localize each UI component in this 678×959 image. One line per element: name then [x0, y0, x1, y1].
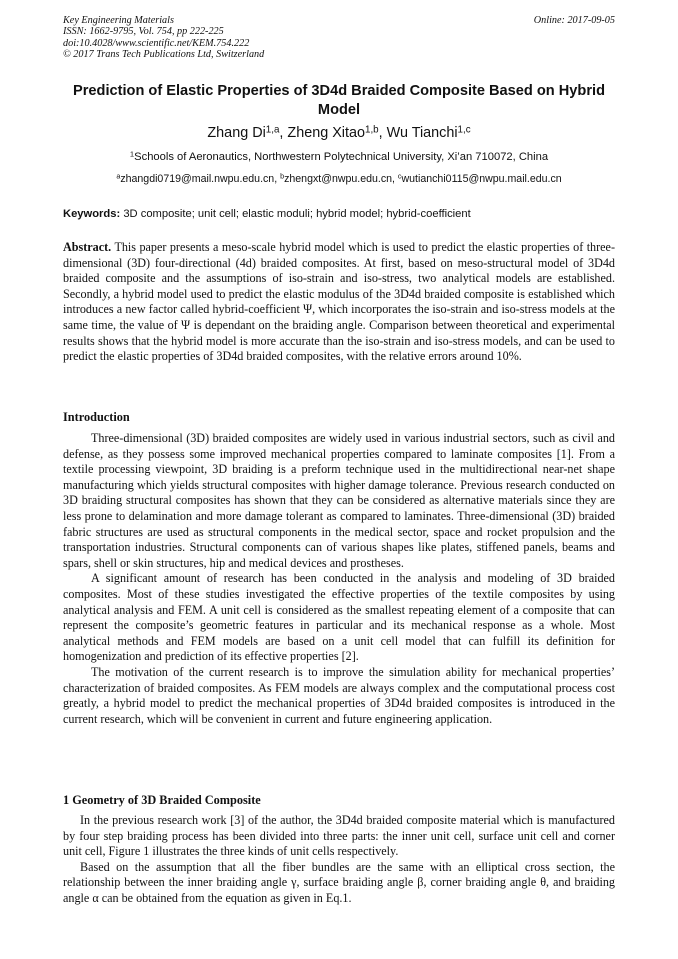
author-list — [0, 123, 678, 143]
email-address[interactable]: zhengxt@nwpu.edu.cn — [284, 173, 393, 185]
author-name: Zheng Xitao — [287, 125, 366, 141]
paragraph: The motivation of the current research is to improve the simulation ability for mechanical properties’ characterization of braided composites. As FEM models are always complex and the computational process cost greatly, a hybrid model to predict the mechanical properties of 3D4d braided composites is introduced in the current research, which will be convenient in current and future engineering application. — [63, 664, 615, 726]
email-sup: b — [280, 171, 285, 181]
affiliation-sup: 1 — [129, 149, 135, 159]
section-introduction — [63, 431, 615, 727]
journal-doi: doi:10.4028/www.scientific.net/KEM.754.222 — [63, 37, 250, 49]
journal-header — [63, 15, 264, 61]
keywords — [63, 206, 615, 222]
paragraph: In the previous research work [3] of the author, the 3D4d braided composite material which is manufactured by four step braiding process has been divided into three parts: the inner unit cell, surface unit cell and corner unit cell, Figure 1 illustrates the three kinds of unit cells respectively. — [63, 813, 615, 859]
email-separator: , — [392, 173, 398, 185]
author-separator: , — [279, 125, 288, 141]
email-address[interactable]: wutianchi0115@nwpu.mail.edu.cn — [401, 173, 562, 185]
paper-title: Prediction of Elastic Properties of 3D4d Braided Composite Based on Hybrid Model — [73, 83, 605, 118]
email-sup: a — [116, 171, 121, 181]
email-separator: , — [274, 173, 281, 185]
author-affil-sup: 1,b — [365, 124, 379, 136]
paragraph: Based on the assumption that all the fiber bundles are the same with an elliptical cross section, the relationship between the inner braiding angle γ, surface braiding angle β, corner braiding angle θ, and braiding angle α can be obtained from the equation as given in Eq.1. — [63, 859, 615, 905]
email-address[interactable]: zhangdi0719@mail.nwpu.edu.cn — [120, 173, 275, 185]
author-name: Wu Tianchi — [386, 125, 458, 141]
author-affil-sup: 1,c — [457, 124, 471, 136]
abstract-label: Abstract. — [63, 240, 112, 254]
abstract — [63, 240, 615, 365]
email-sup: c — [397, 171, 402, 181]
affiliation-text: Schools of Aeronautics, Northwestern Polytechnical University, Xi’an 710072, China — [134, 151, 549, 163]
affiliation — [0, 149, 678, 165]
journal-name: Key Engineering Materials — [63, 15, 174, 26]
journal-copyright: © 2017 Trans Tech Publications Ltd, Switzerland — [63, 49, 265, 61]
keywords-label: Keywords: — [63, 208, 121, 220]
journal-issn: ISSN: 1662-9795, Vol. 754, pp 222-225 — [63, 26, 224, 38]
email-list — [0, 171, 678, 187]
paragraph: A significant amount of research has been conducted in the analysis and modeling of 3D braided composites. Most of these studies investigated the effective properties of the textile composites by using analytical analysis and FEM. A unit cell is considered as the smallest repeating element of a composite that can represent the composite’s geometric features in particular and its mechanical response as a whole. Most analytical methods and FEM models are based on a unit cell model that can fulfill its definition for homogenization and prediction of its effective properties [2]. — [63, 571, 615, 664]
section-geometry — [63, 813, 615, 907]
author-name: Zhang Di — [207, 125, 266, 141]
abstract-text: This paper presents a meso-scale hybrid model which is used to predict the elastic properties of three-dimensional (3D) four-directional (4d) braided composites. At first, based on meso-structural model of 3D4d braided composite and the assumptions of iso-strain and iso-stress, two analytical models are established. Secondly, a hybrid model used to predict the elastic modulus of the 3D4d braided composite is established which introduces a new factor called hybrid-coefficient Ψ, which incorporates the iso-strain and iso-stress models at the same time, the value of Ψ is dependant on the braiding angle. Comparison between theoretical and experimental results shows that the hybrid model is more accurate than the iso-strain and iso-stress models, and can be used to predict the elastic properties of 3D4d braided composites, with the relative errors around 10%. — [63, 240, 615, 364]
section-heading-geometry: 1 Geometry of 3D Braided Composite — [63, 793, 261, 807]
author-affil-sup: 1,a — [265, 124, 280, 136]
paragraph: Three-dimensional (3D) braided composites are widely used in various industrial sectors, such as civil and defense, as they possess some improved mechanical properties compared to laminate composites [1]. From a textile processing viewpoint, 3D braiding is a preform technique used in the multidirectional near-net shape manufacturing which yields structural composites with higher damage tolerance. Previous research conducted on 3D braiding structural composites has shown that they can be considered as alternative materials since they are less prone to delamination and more damage tolerant as compared to laminates. Three-dimensional (3D) braided fabric structures are used as structural components in the medical sector, space and rocket propulsion and the transportation industries. Structural components can of various shapes like plates, stiffened panels, beams and spars, shell or skin structures, hip and medical devices and prostheses. — [63, 431, 615, 570]
section-heading-introduction: Introduction — [63, 410, 130, 424]
keywords-text: 3D composite; unit cell; elastic moduli; hybrid model; hybrid-coefficient — [123, 208, 471, 220]
online-date: Online: 2017-09-05 — [533, 15, 615, 26]
author-separator: , — [378, 125, 387, 141]
